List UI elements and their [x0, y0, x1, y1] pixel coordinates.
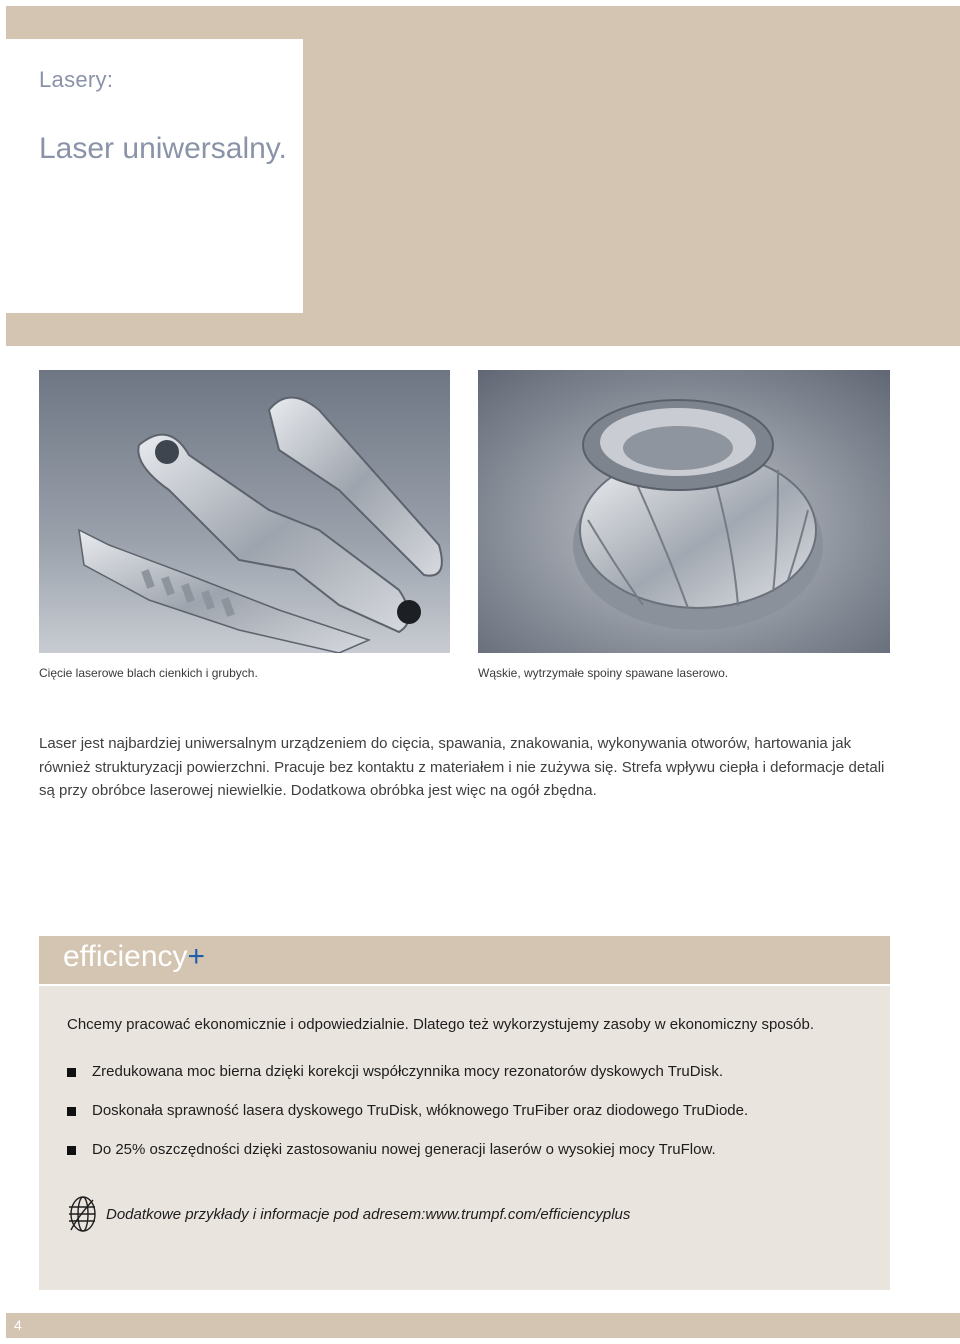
- title-card: [6, 39, 303, 313]
- list-item: [67, 1063, 748, 1102]
- right-photo-caption: Wąskie, wytrzymałe spoiny spawane laserowo.: [478, 666, 729, 680]
- efficiency-plus-sign: +: [187, 940, 206, 973]
- more-info-link-text[interactable]: Dodatkowe przykłady i informacje pod adresem:www.trumpf.com/efficiencyplus: [106, 1206, 631, 1223]
- list-item: [67, 1141, 748, 1180]
- footer-bar: [6, 1313, 960, 1338]
- body-paragraph: Laser jest najbardziej uniwersalnym urządzeniem do cięcia, spawania, znakowania, wykonywania otworów, hartowania jak również strukturyzacji powierzchni. Pracuje bez kontaktu z materiałem i nie zużywa się. Strefa wpływu ciepła i deformacje detali są przy obróbce laserowej niewielkie. Dodatkowa obróbka jest więc na ogół zbędna.: [39, 735, 885, 799]
- efficiency-title: [63, 940, 205, 974]
- efficiency-intro: Chcemy pracować ekonomicznie i odpowiedzialnie. Dlatego też wykorzystujemy zasoby w ekonomiczny sposób.: [67, 1016, 815, 1033]
- laser-welded-impeller-photo: [478, 370, 890, 653]
- list-item: [67, 1102, 748, 1141]
- efficiency-bullet-list: [67, 1063, 748, 1180]
- square-bullet-icon: [67, 1068, 76, 1077]
- efficiency-header: [39, 936, 890, 984]
- globe-icon: [67, 1194, 97, 1234]
- efficiency-title-text: efficiency: [63, 940, 188, 973]
- section-kicker: Lasery:: [39, 67, 114, 92]
- left-photo-caption: Cięcie laserowe blach cienkich i grubych.: [39, 666, 258, 680]
- page-number: 4: [14, 1317, 22, 1333]
- square-bullet-icon: [67, 1146, 76, 1155]
- bullet-text: Zredukowana moc bierna dzięki korekcji współczynnika mocy rezonatorów dyskowych TruDisk.: [92, 1063, 724, 1080]
- page-title: Laser uniwersalny.: [39, 132, 287, 165]
- bullet-text: Doskonała sprawność lasera dyskowego TruDisk, włóknowego TruFiber oraz diodowego TruDiode.: [92, 1102, 749, 1119]
- bullet-text: Do 25% oszczędności dzięki zastosowaniu nowej generacji laserów o wysokiej mocy TruFlow.: [92, 1141, 716, 1158]
- efficiency-box: [39, 986, 890, 1290]
- laser-cut-sheet-metal-photo: [39, 370, 450, 653]
- square-bullet-icon: [67, 1107, 76, 1116]
